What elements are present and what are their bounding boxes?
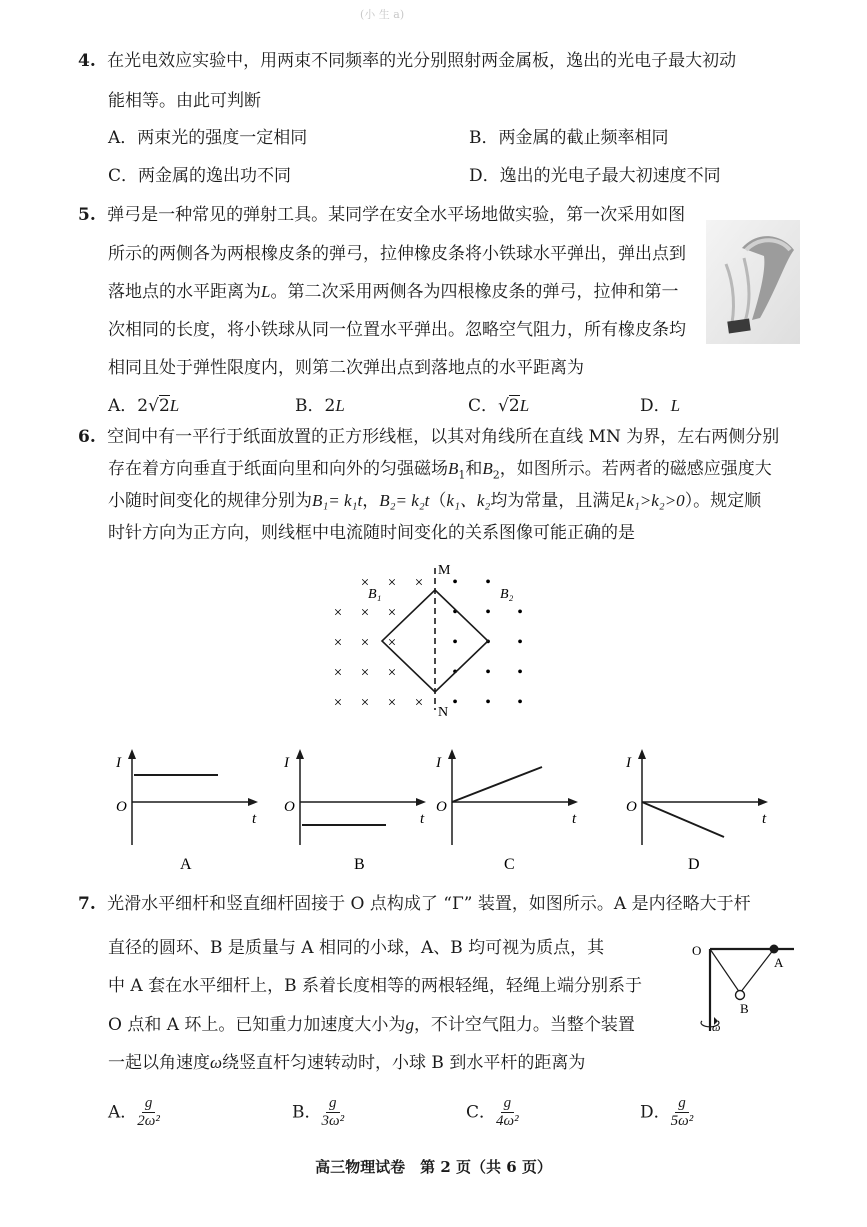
sqrt-symbol: √: [498, 396, 509, 416]
field-out-of-page-mark: •: [485, 574, 491, 591]
x-arrow: [568, 798, 578, 806]
x-arrow: [758, 798, 768, 806]
q4-text-1: 在光电效应实验中，用两束不同频率的光分别照射两金属板，逸出的光电子最大初动: [107, 51, 737, 71]
frac-numerator: g: [675, 1095, 689, 1113]
q7-gamma-figure: [690, 935, 800, 1035]
q5-line-5: 相同且处于弹性限度内，则第二次弹出点到落地点的水平距离为: [108, 358, 584, 378]
current-line: [642, 802, 724, 837]
q5-option-c-label: C．: [468, 396, 499, 416]
q6-cond: k₁>k₂>0: [626, 491, 685, 510]
header-mark: (小 生 a): [360, 8, 405, 21]
q6-text-3d: ）。规定顺: [684, 491, 762, 511]
q4-option-a: A．两束光的强度一定相同: [108, 128, 308, 148]
field-into-page-mark: ×: [333, 605, 343, 621]
q5-option-b-var: L: [335, 396, 345, 415]
slingshot-photo: [706, 220, 800, 344]
q6-text-3a: 小随时间变化的规律分别为: [108, 491, 312, 511]
label-b2: B₂: [500, 587, 514, 602]
axis-i: I: [116, 755, 121, 771]
q7-option-d: [640, 1095, 693, 1130]
axis-i: I: [284, 755, 289, 771]
field-out-of-page-mark: •: [452, 574, 458, 591]
label-omega: ω: [712, 1020, 721, 1034]
label-a: A: [774, 955, 784, 970]
field-out-of-page-mark: •: [517, 694, 523, 711]
q5-text-3a: 落地点的水平距离为: [108, 282, 261, 302]
q6-eq1: B₁= k₁t: [312, 491, 363, 510]
label-b: B: [740, 1001, 749, 1016]
q4-line-1: [78, 50, 736, 72]
origin-o: O: [436, 799, 447, 815]
q5-option-a: [108, 395, 179, 417]
q7-line-3: 中 A 套在水平细杆上，B 系着长度相等的两根轻绳，轻绳上端分别系于: [108, 976, 642, 996]
axis-t: t: [572, 811, 577, 827]
frac-denominator: 4ω²: [496, 1113, 519, 1129]
field-into-page-mark: ×: [333, 695, 343, 711]
field-into-page-mark: ×: [360, 575, 370, 591]
graph-d-label: D: [688, 856, 700, 873]
axis-i: I: [436, 755, 441, 771]
q7-option-c-label: C．: [466, 1102, 497, 1123]
field-into-page-mark: ×: [387, 665, 397, 681]
graph-a-label: A: [180, 856, 192, 873]
frac-numerator: g: [142, 1095, 156, 1113]
q5-option-b-label: B．: [295, 396, 325, 416]
q7-number: 7.: [78, 894, 96, 914]
field-into-page-mark: ×: [387, 695, 397, 711]
y-arrow: [128, 749, 136, 759]
field-into-page-mark: ×: [360, 665, 370, 681]
graph-a: [100, 745, 270, 875]
field-out-of-page-mark: •: [485, 634, 491, 651]
ring-a: [770, 945, 779, 954]
label-n: N: [438, 705, 449, 720]
axis-t: t: [762, 811, 767, 827]
origin-o: O: [116, 799, 127, 815]
q6-eq2: B₂= k₂t: [379, 491, 430, 510]
field-into-page-mark: ×: [360, 605, 370, 621]
q7-text-1: 光滑水平细杆和竖直细杆固接于 O 点构成了 “Γ” 装置，如图所示。A 是内径略大于杆: [107, 894, 751, 914]
graph-d: [610, 745, 780, 875]
q7-option-b-frac: [322, 1095, 345, 1130]
frac-denominator: 5ω²: [670, 1113, 694, 1129]
frac-denominator: 3ω²: [321, 1113, 345, 1129]
q5-option-a-label: A．: [108, 396, 138, 416]
label-b1: B₁: [368, 587, 382, 602]
field-into-page-mark: ×: [333, 635, 343, 651]
frac-numerator: g: [501, 1095, 515, 1113]
q6-b2: B: [482, 459, 493, 478]
q7-option-c: [466, 1095, 519, 1130]
q5-option-d: [640, 395, 680, 417]
q5-number: 5.: [78, 205, 96, 225]
q5-option-a-coef: 2: [137, 396, 149, 416]
q7-text-5b: 绕竖直杆匀速转动时，小球 B 到水平杆的距离为: [222, 1053, 586, 1073]
q4-line-2: 能相等。由此可判断: [108, 91, 261, 111]
field-out-of-page-mark: •: [452, 694, 458, 711]
q7-option-d-frac: [671, 1095, 694, 1130]
q7-text-4a: O 点和 A 环上。已知重力加速度大小为: [108, 1015, 406, 1035]
q5-option-b: [295, 395, 345, 417]
q5-line-4: 次相同的长度，将小铁球从同一位置水平弹出。忽略空气阻力，所有橡皮条均: [108, 320, 686, 340]
field-into-page-mark: ×: [360, 635, 370, 651]
ball-b: [736, 991, 745, 1000]
rope-ab: [740, 949, 774, 993]
q6-line-3: 小随时间变化的规律分别为B₁= k₁t，B₂= k₂t（k₁、k₂均为常量，且满足k₁>k₂>0）。规定顺: [108, 491, 762, 511]
q7-line-1: [78, 893, 751, 915]
sqrt-symbol: √: [148, 396, 159, 416]
graph-b: [268, 745, 438, 875]
q6-line-2: 存在着方向垂直于纸面向里和向外的匀强磁场$B_1$和$B_2$，如图所示。若两者的磁感应强度大: [108, 459, 772, 482]
rope-ob: [710, 949, 740, 993]
field-into-page-mark: ×: [414, 575, 424, 591]
q5-option-a-var: L: [169, 396, 180, 415]
q7-var-g: g: [405, 1015, 414, 1034]
q7-text-5a: 一起以角速度: [108, 1053, 210, 1073]
q7-line-5: [108, 1052, 585, 1074]
q5-var-L: L: [261, 282, 271, 301]
q7-option-b-label: B．: [292, 1102, 322, 1123]
field-into-page-mark: ×: [414, 695, 424, 711]
q5-option-a-rad: 2: [158, 396, 170, 416]
q4-option-c: C．两金属的逸出功不同: [108, 166, 292, 186]
q5-line-1: [78, 204, 685, 226]
graph-b-label: B: [354, 856, 365, 873]
q4-option-b: B．两金属的截止频率相同: [469, 128, 669, 148]
field-out-of-page-mark: •: [517, 604, 523, 621]
field-marks: [334, 574, 523, 711]
q7-line-4: [108, 1014, 635, 1036]
y-arrow: [296, 749, 304, 759]
q5-option-c-var: L: [519, 396, 530, 415]
field-out-of-page-mark: •: [452, 634, 458, 651]
field-out-of-page-mark: •: [485, 604, 491, 621]
q5-text-1: 弹弓是一种常见的弹射工具。某同学在安全水平场地做实验，第一次采用如图: [107, 205, 686, 225]
q6-text-3b: （: [429, 491, 447, 511]
graph-c: [420, 745, 590, 875]
q4-option-d: D．逸出的光电子最大初速度不同: [469, 166, 721, 186]
q4-number: 4.: [78, 51, 96, 71]
frac-denominator: 2ω²: [137, 1113, 160, 1129]
q5-option-d-var: L: [670, 396, 681, 415]
field-out-of-page-mark: •: [452, 604, 458, 621]
q6-line-1: [78, 426, 779, 448]
field-out-of-page-mark: •: [517, 634, 523, 651]
q7-option-b: [292, 1095, 344, 1130]
field-out-of-page-mark: •: [485, 694, 491, 711]
q6-text-1: 空间中有一平行于纸面放置的正方形线框，以其对角线所在直线 MN 为界，左右两侧分别: [107, 427, 780, 447]
field-out-of-page-mark: •: [452, 664, 458, 681]
q5-text-3b: 。第二次采用两侧各为四根橡皮条的弹弓，拉伸和第一: [270, 282, 679, 302]
axis-t: t: [420, 811, 425, 827]
current-line: [452, 767, 542, 802]
y-arrow: [638, 749, 646, 759]
q6-text-2b: 和: [465, 459, 483, 479]
q6-text-3c: 均为常量，且满足: [490, 491, 627, 511]
q7-text-4b: ，不计空气阻力。当整个装置: [413, 1015, 635, 1035]
q7-option-a-label: A．: [108, 1102, 138, 1123]
q5-option-d-label: D．: [640, 396, 671, 416]
axis-i: I: [626, 755, 631, 771]
q5-option-c: [468, 395, 529, 417]
q7-option-a-frac: [137, 1095, 160, 1130]
field-into-page-mark: ×: [333, 665, 343, 681]
field-into-page-mark: ×: [387, 635, 397, 651]
q7-line-2: 直径的圆环、B 是质量与 A 相同的小球，A、B 均可视为质点，其: [108, 938, 605, 958]
x-arrow: [248, 798, 258, 806]
q6-number: 6.: [78, 427, 96, 447]
q7-option-c-frac: [496, 1095, 519, 1130]
axis-t: t: [252, 811, 257, 827]
q6-text-2c: ，如图所示。若两者的磁感应强度大: [499, 459, 772, 479]
graph-c-label: C: [504, 856, 515, 873]
q5-line-3: [108, 281, 678, 303]
q6-field-figure: [320, 560, 550, 720]
field-into-page-mark: ×: [387, 575, 397, 591]
field-out-of-page-mark: •: [517, 664, 523, 681]
q6-text-2a: 存在着方向垂直于纸面向里和向外的匀强磁场: [108, 459, 448, 479]
q5-line-2: 所示的两侧各为两根橡皮条的弹弓，拉伸橡皮条将小铁球水平弹出，弹出点到: [108, 244, 686, 264]
q6-line-4: 时针方向为正方向，则线框中电流随时间变化的关系图像可能正确的是: [108, 523, 635, 543]
q6-consts: k₁、k₂: [446, 491, 491, 510]
field-into-page-mark: ×: [360, 695, 370, 711]
frac-numerator: g: [326, 1095, 340, 1113]
origin-o: O: [284, 799, 295, 815]
q7-option-d-label: D．: [640, 1102, 671, 1123]
q7-option-a: [108, 1095, 160, 1130]
page-footer: 高三物理试卷 第 2 页（共 6 页）: [315, 1158, 552, 1176]
q7-var-omega: ω: [210, 1053, 223, 1072]
field-out-of-page-mark: •: [485, 664, 491, 681]
q5-option-c-rad: 2: [508, 396, 520, 416]
label-m: M: [438, 563, 451, 578]
origin-o: O: [626, 799, 637, 815]
field-into-page-mark: ×: [387, 605, 397, 621]
y-arrow: [448, 749, 456, 759]
q5-option-b-coef: 2: [324, 396, 336, 416]
q6-b1: B: [448, 459, 459, 478]
label-o: O: [692, 943, 702, 958]
